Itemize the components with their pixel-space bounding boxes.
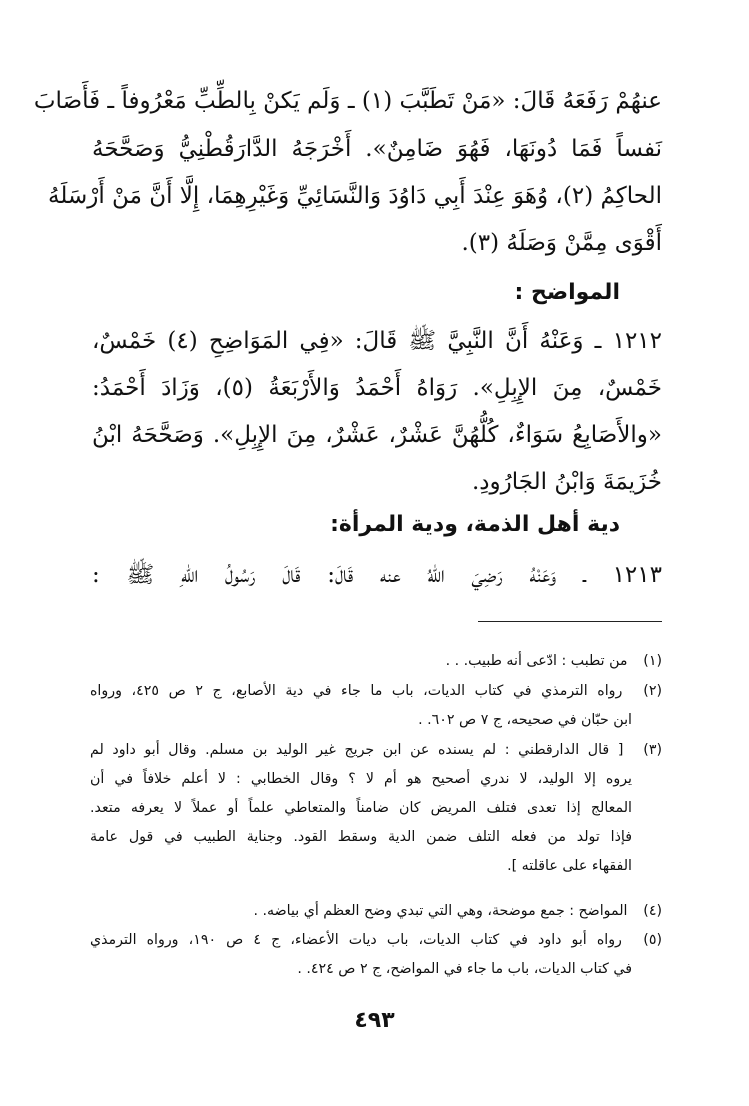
footnote-text: رواه أبو داود في كتاب الديات، باب ديات الأعضاء، ج ٤ ص ١٩٠، ورواه الترمذي: [90, 932, 622, 948]
footnote-2-line-1: [90, 678, 662, 705]
section-heading-diya: دية أهل الذمة، ودية المرأة:: [330, 512, 620, 537]
footnote-3-line-4: فإذا تولد من فعله التلف ضمن الدية وسقط القود. وجناية الطبيب في قول عامة: [90, 829, 632, 845]
footnote-text: رواه الترمذي في كتاب الديات، باب ما جاء في دية الأصابع، ج ٢ ص ٤٢٥، ورواه: [90, 683, 623, 699]
footnote-5-line-2: في كتاب الديات، باب ما جاء في المواضح، ج ٢ ص ٤٢٤. .: [297, 961, 632, 977]
footnote-5-line-1: [90, 927, 662, 954]
footnote-4: [90, 898, 662, 925]
footnote-2-line-2: ابن حبّان في صحيحه، ج ٧ ص ٦٠٢. .: [418, 712, 632, 728]
footnote-number: (١): [643, 653, 662, 669]
main-text-line-7: «والأَصَابِعُ سَوَاءٌ، كُلُّهُنَّ عَشْرٌ، عَشْرٌ، مِنَ الإِبِلِ». وَصَحَّحَهُ ابْنُ: [92, 422, 662, 448]
footnote-text: من تطبب : ادّعى أنه طبيب. . .: [445, 653, 628, 669]
footnote-number: (٤): [643, 903, 662, 919]
main-text-line-8: خُزَيمَةَ وَابْنُ الجَارُودِ.: [472, 469, 662, 495]
footnote-3-line-1: [90, 737, 662, 764]
footnote-3-line-3: المعالج إذا تعدى فتلف المريض كان ضامناً والمتعاطي علماً أو عملاً لا يعرفه متعد.: [90, 800, 632, 816]
main-text-line-3: الحاكِمُ (٢)، وُهَوَ عِنْدَ أَبِي دَاوُدَ وَالنَّسَائِيِّ وَغَيْرِهِمَا، إِلَّا أَنَّ مَنْ أَرْسَلَهُ: [48, 183, 662, 209]
main-text-line-5: ١٢١٢ ـ وَعَنْهُ أَنَّ النَّبِيَّ ﷺ قَالَ: «فِي المَوَاضِحِ (٤) خَمْسٌ،: [92, 328, 663, 354]
main-text-line-2: نَفساً فَمَا دُونَهَا، فَهُوَ ضَامِنٌ». أَخْرَجَهُ الدَّارَقُطْنِيُّ وَصَحَّحَهُ: [92, 136, 662, 162]
main-text-line-9: ١٢١٣ ـ وَعَنْهُ رَضِيَ اللهُ عنه قَالَ: قَالَ رَسُولُ اللهِ ﷺ :: [92, 562, 662, 588]
footnote-3-line-5: الفقهاء على عاقلته ].: [507, 858, 632, 874]
footnote-separator: [478, 621, 662, 622]
footnote-3-line-2: يروه إلا الوليد، لا ندري أصحيح هو أم لا ؟ وقال الخطابي : لا أعلم خلافاً في أن: [90, 771, 632, 787]
footnote-number: (٢): [643, 683, 662, 699]
main-text-line-1: عنهُمْ رَفَعَهُ قَالَ: «مَنْ تَطَبَّبَ (١) ـ وَلَم يَكنْ بِالطِّبِّ مَعْرُوفاً ـ فَأَصَابَ: [33, 88, 662, 114]
footnote-number: (٣): [643, 742, 662, 758]
main-text-line-6: خَمْسٌ، مِنَ الإِبِلِ». رَوَاهُ أَحْمَدُ وَالأَرْبَعَةُ (٥)، وَزَادَ أَحْمَدُ:: [92, 375, 662, 401]
footnote-1: [90, 648, 662, 675]
footnote-text: المواضح : جمع موضحة، وهي التي تبدي وضح العظم أي بياضه. .: [253, 903, 628, 919]
section-heading-mawadih: المواضح :: [514, 280, 620, 305]
footnote-number: (٥): [643, 932, 663, 948]
page-number: ٤٩٣: [354, 1008, 395, 1033]
main-text-line-4: أَقْوَى مِمَّنْ وَصَلَهُ (٣).: [461, 230, 662, 256]
footnote-text: [ قال الدارقطني : لم يسنده عن ابن جريج غير الوليد بن مسلم. وقال أبو داود لم: [90, 742, 624, 758]
